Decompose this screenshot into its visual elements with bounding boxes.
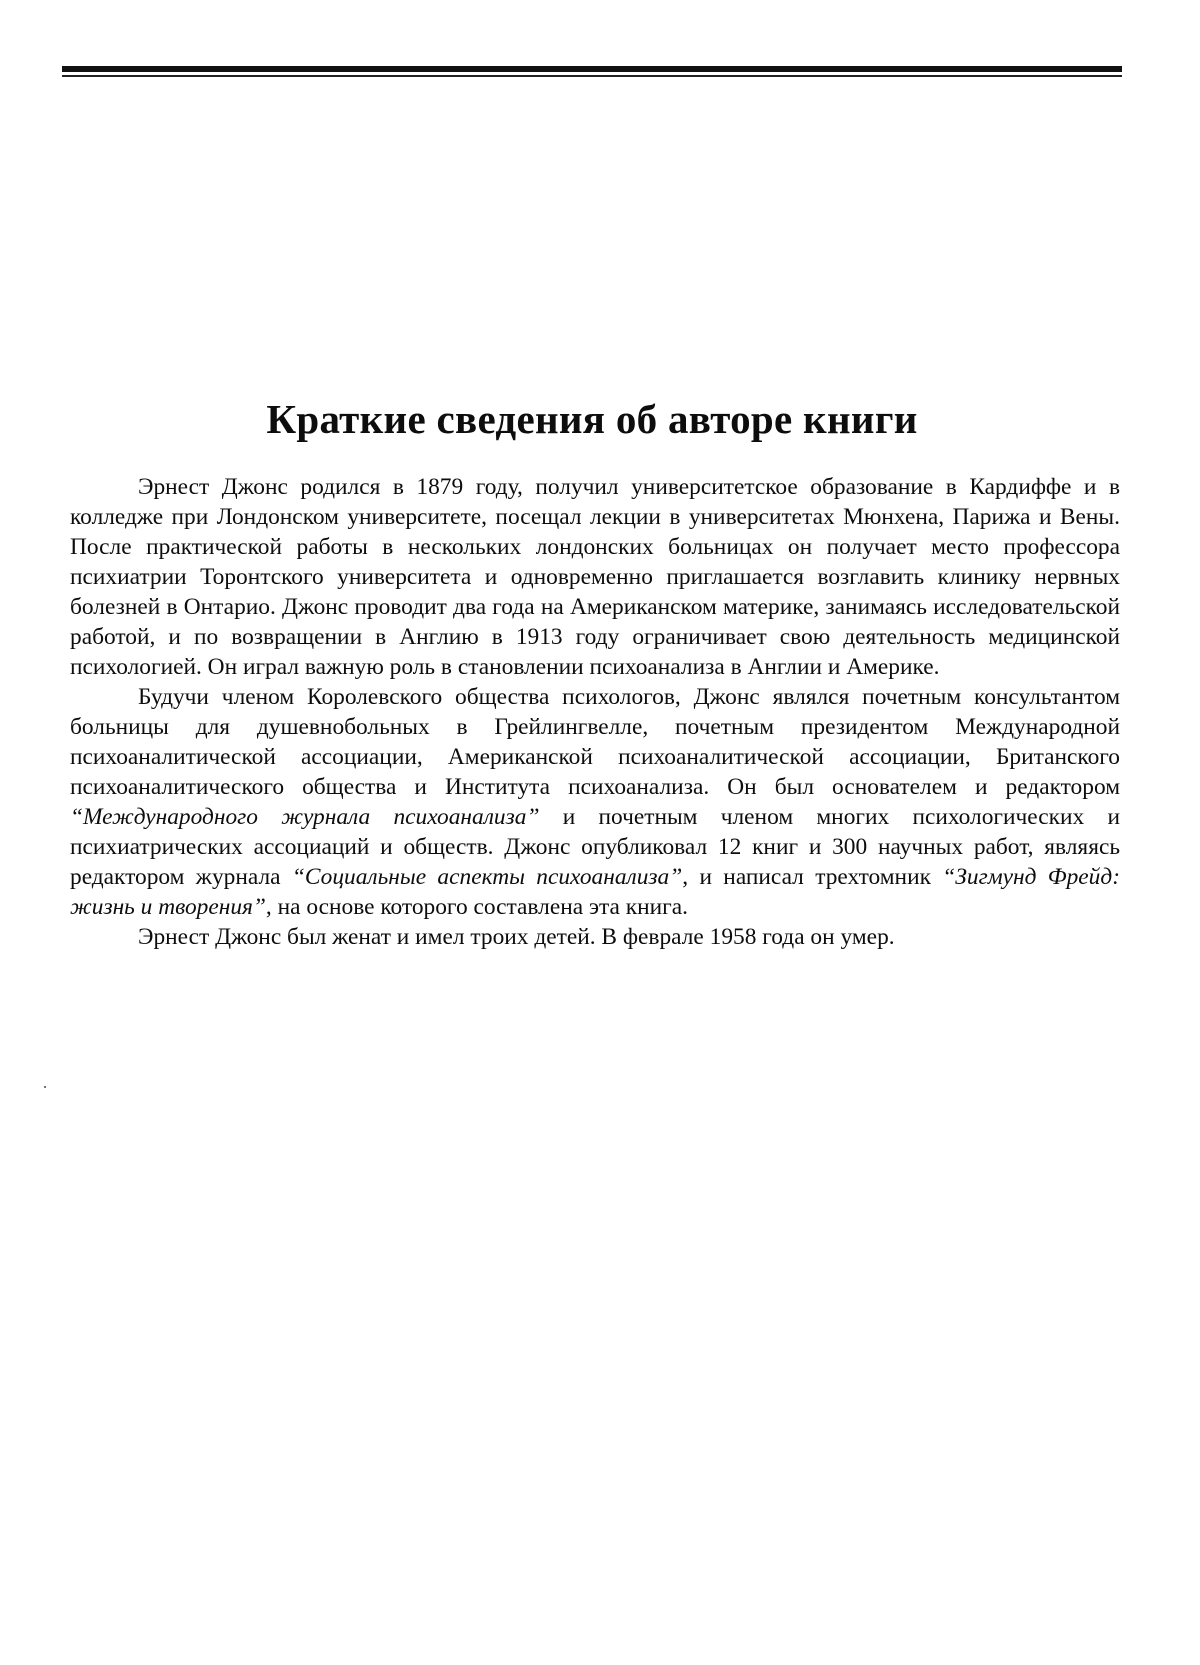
author-bio — [70, 472, 1120, 952]
top-rule-thin — [62, 75, 1122, 77]
journal-title-international: “Международного журнала психоанализа” — [70, 804, 540, 830]
book-title-freud: “Зигмунд Фрейд: жизнь и творения” — [70, 864, 1120, 920]
page-title: Краткие сведения об авторе книги — [266, 396, 918, 442]
paragraph-2-text-1: Будучи членом Королевского общества психологов, Джонс являлся почетным консультантом больницы для душевнобольных в Грейлингвелле, почетным президентом Международной психоаналитической ассоциации, Американской психоаналитической ассоциации, Британского психоаналитического общества и Института психоанализа. Он был основателем и редактором — [70, 684, 1120, 800]
journal-title-social-aspects: “Социальные аспекты психоанализа” — [291, 864, 683, 890]
paragraph-3 — [70, 922, 1120, 952]
paragraph-2 — [70, 682, 1120, 922]
paragraph-3-text: Эрнест Джонс был женат и имел троих детей. В феврале 1958 года он умер. — [138, 924, 895, 950]
paragraph-2-text-4: , на основе которого составлена эта книга. — [265, 894, 688, 920]
top-rule — [62, 66, 1122, 72]
paragraph-2-text-2: и почетным членом многих психологических и психиатрических ассоциаций и обществ. Джонс опубликовал 12 книг и 300 научных работ, являясь редактором журнала — [70, 804, 1120, 890]
paragraph-2-text-3: , и написал трехтомник — [682, 864, 943, 890]
paragraph-1 — [70, 472, 1120, 682]
paragraph-1-text: Эрнест Джонс родился в 1879 году, получил университетское образование в Кардиффе и в колледже при Лондонском университете, посещал лекции в университетах Мюнхена, Парижа и Вены. После практической работы в нескольких лондонских больницах он получает место профессора психиатрии Торонтского университета и одновременно приглашается возглавить клинику нервных болезней в Онтарио. Джонс проводит два года на Американском материке, занимаясь исследовательской работой, и по возвращении в Англию в 1913 году ограничивает свою деятельность медицинской психологией. Он играл важную роль в становлении психоанализа в Англии и Америке. — [70, 474, 1120, 680]
scan-speck — [44, 1086, 46, 1088]
